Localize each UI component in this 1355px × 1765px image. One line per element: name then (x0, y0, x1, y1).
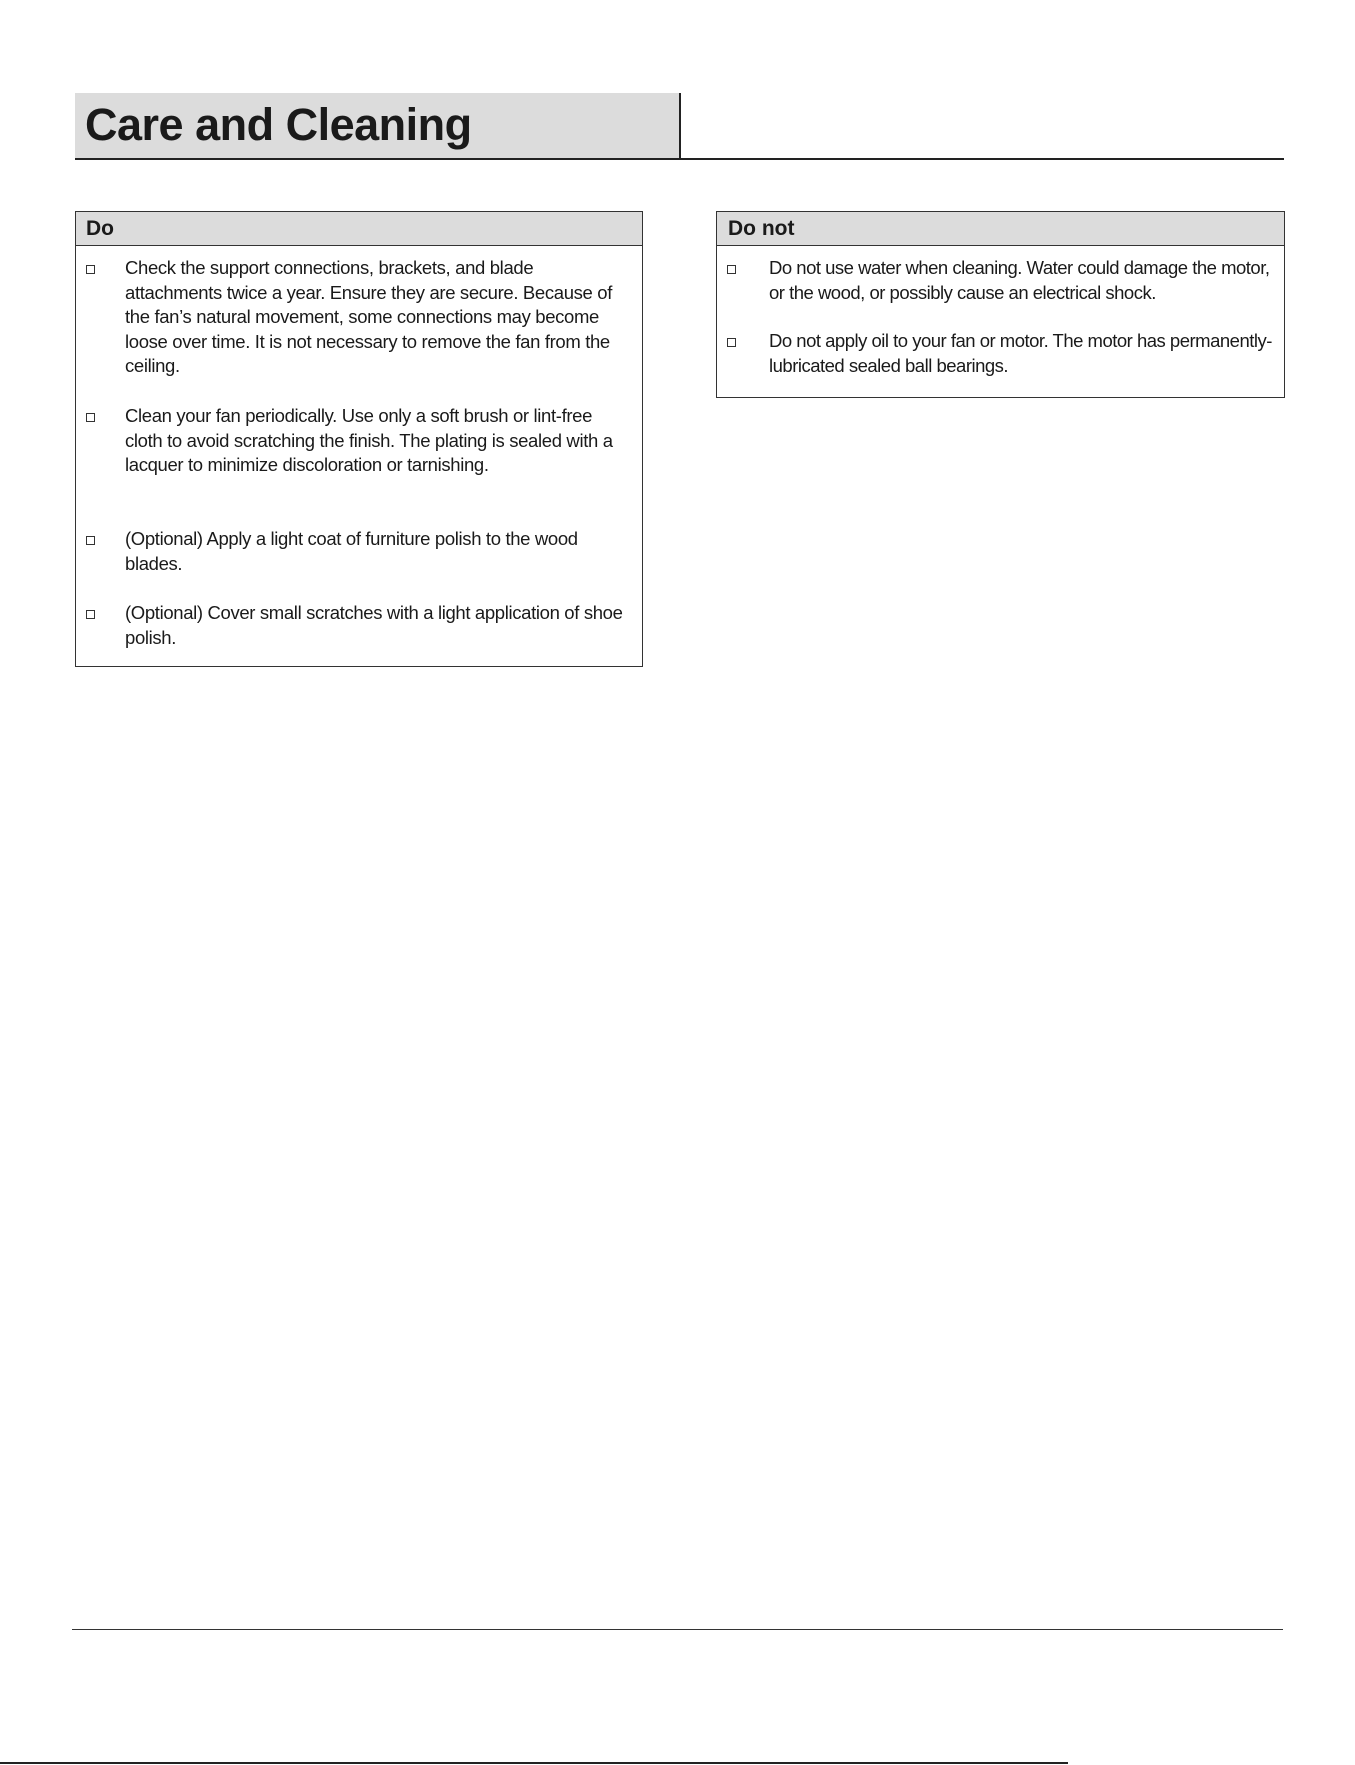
header-divider (75, 158, 1284, 160)
do-not-box (716, 211, 1285, 398)
do-not-item-text: Do not apply oil to your fan or motor. The motor has permanently-lubricated sealed ball bearings. (769, 330, 1272, 376)
do-not-item-text: Do not use water when cleaning. Water could damage the motor, or the wood, or possibly cause an electrical shock. (769, 257, 1270, 303)
checkbox-icon (727, 265, 736, 274)
do-heading: Do (76, 212, 642, 246)
title-banner (75, 93, 681, 159)
footer-divider (72, 1629, 1283, 1630)
checkbox-icon (86, 413, 95, 422)
checkbox-icon (86, 610, 95, 619)
page-title: Care and Cleaning (85, 99, 472, 150)
do-box (75, 211, 643, 667)
checkbox-icon (86, 265, 95, 274)
do-item-text: Clean your fan periodically. Use only a soft brush or lint-free cloth to avoid scratching the finish. The plating is sealed with a lacquer to minimize discoloration or tarnishing. (125, 405, 613, 475)
checkbox-icon (727, 338, 736, 347)
do-item-text: Check the support connections, brackets, and blade attachments twice a year. Ensure they are secure. Because of the fan’s natural movement, some connections may become loose over time. It is not necessary to remove the fan from the ceiling. (125, 257, 612, 376)
do-item-text: (Optional) Cover small scratches with a light application of shoe polish. (125, 602, 623, 648)
do-item-text: (Optional) Apply a light coat of furniture polish to the wood blades. (125, 528, 578, 574)
bottom-divider (0, 1762, 1068, 1764)
checkbox-icon (86, 536, 95, 545)
do-not-heading: Do not (717, 212, 1284, 246)
